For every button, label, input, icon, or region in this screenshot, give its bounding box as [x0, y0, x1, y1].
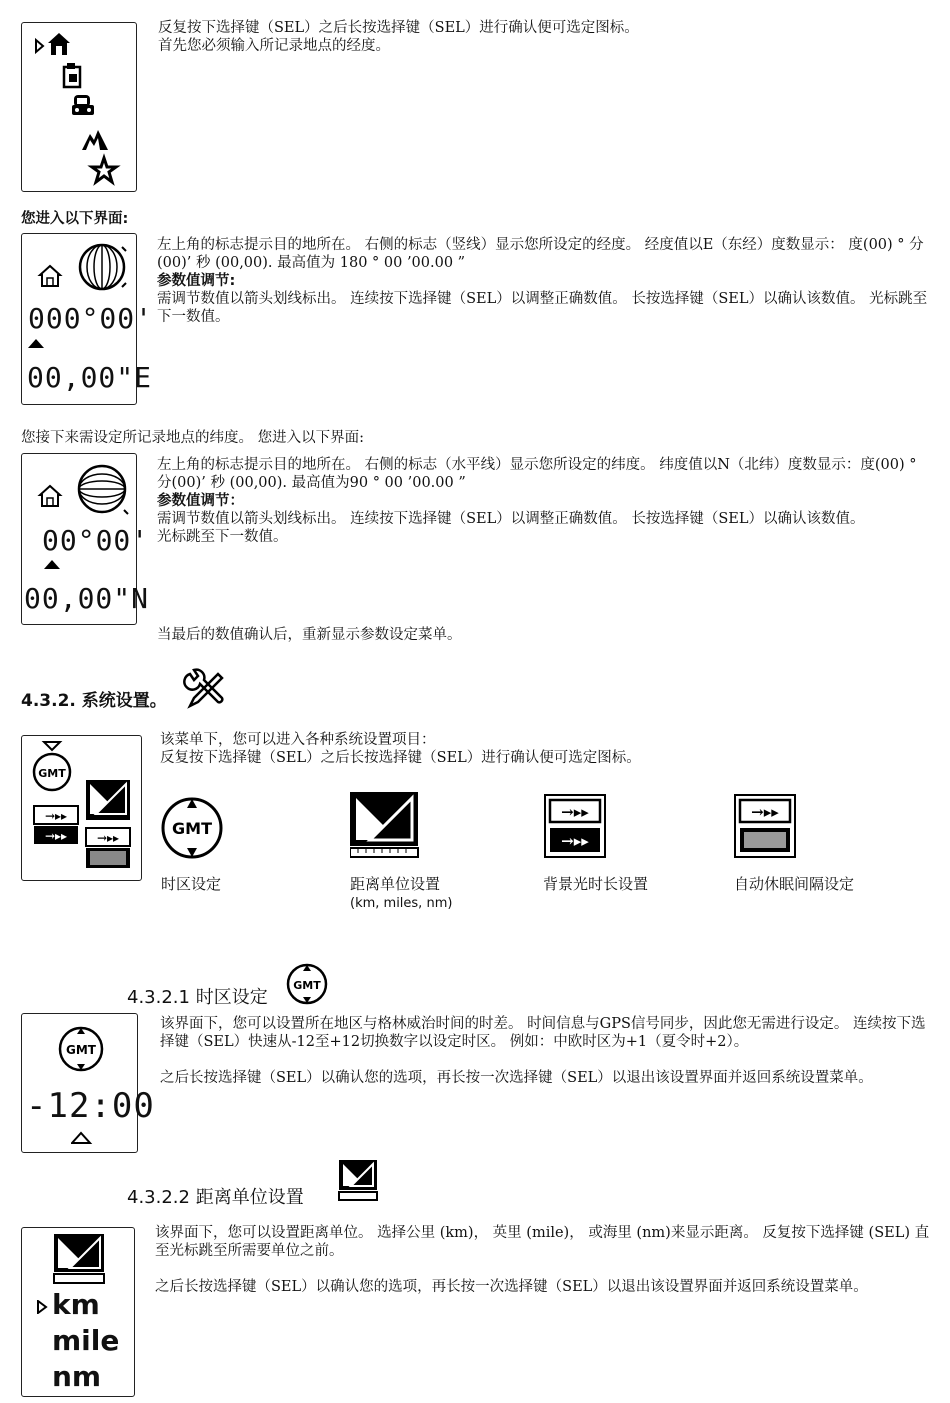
backlight-icon: [544, 794, 606, 858]
gmt-icon: [285, 962, 329, 1006]
gmt-text: GMT: [66, 1043, 96, 1057]
svg-text:→▸▸: →▸▸: [96, 831, 120, 845]
latitude-text: [157, 456, 929, 546]
icon-select-line1: 反复按下选择键（SEL）之后长按选择键（SEL）进行确认便可选定图标。: [158, 20, 639, 36]
icon-select-line2: 首先您必须输入所记录地点的经度。: [158, 38, 390, 54]
globe-parallel-icon: [79, 466, 128, 514]
latitude-intro: 您接下来需设定所记录地点的纬度。 您进入以下界面:: [21, 430, 364, 446]
timezone-desc: 该界面下，您可以设置所在地区与格林威治时间的时差。 时间信息与GPS信号同步，因此您无需进行设定。 连续按下选择键（SEL）快速从-12至+12切换数字以设定时区。 例如：中欧时区为+1（夏令时+2）。: [160, 1016, 926, 1050]
latitude-param-title: 参数值调节：: [157, 493, 244, 509]
longitude-icons: [22, 234, 138, 294]
latitude-cursor-text: 光标跳至下一数值。: [157, 529, 288, 545]
mountain-icon: [82, 130, 108, 150]
longitude-param-text: 需调节数值以箭头划线标出。 连续按下选择键（SEL）以调整正确数值。 长按选择键（SEL）以确认该数值。 光标跳至下一数值。: [157, 291, 928, 325]
system-settings-heading: 4.3.2. 系统设置。: [21, 691, 167, 711]
star-icon: [92, 158, 116, 182]
timezone-text: [160, 1015, 930, 1087]
distance-confirm: 之后长按选择键（SEL）以确认您的选项，再长按一次选择键（SEL）以退出该设置界面并返回系统设置菜单。: [155, 1279, 868, 1295]
distance-text: [155, 1224, 930, 1296]
distance-unit-icon: [337, 1160, 381, 1202]
home-icon: [48, 33, 70, 55]
gmt-icon: [56, 1024, 106, 1074]
backlight-icon: [34, 806, 78, 844]
longitude-sec-display: 00,00"E: [27, 361, 153, 394]
icon-list-lcd: [21, 22, 137, 192]
cursor-arrow-icon: [44, 559, 64, 571]
system-menu-icons: [22, 736, 143, 882]
home-icon: [40, 266, 60, 286]
sleep-interval-icon: [734, 794, 796, 858]
distance-heading: 4.3.2.2 距离单位设置: [127, 1187, 304, 1208]
distance-unit-label: 距离单位设置: [350, 875, 441, 893]
building-icon: [64, 63, 80, 87]
latitude-deg-display: 00°00': [42, 524, 150, 557]
timezone-heading: 4.3.2.1 时区设定: [127, 987, 268, 1008]
home-icon: [40, 486, 60, 506]
system-intro-line1: 该菜单下，您可以进入各种系统设置项目：: [160, 732, 436, 748]
enter-screen-label: 您进入以下界面:: [21, 211, 129, 227]
cursor-arrow-icon: [36, 1300, 48, 1314]
timezone-label: 时区设定: [161, 875, 222, 893]
latitude-icons: [22, 454, 138, 518]
svg-text:→▸▸: →▸▸: [561, 803, 589, 821]
longitude-param-title: 参数值调节:: [157, 273, 236, 289]
distance-unit-icon: [350, 792, 420, 858]
car-icon: [72, 95, 94, 115]
unit-km: km: [52, 1288, 100, 1321]
system-intro-text: [160, 731, 940, 767]
svg-text:→▸▸: →▸▸: [44, 809, 68, 823]
timezone-lcd: [21, 1013, 155, 1153]
svg-text:→▸▸: →▸▸: [561, 832, 589, 850]
svg-text:→▸▸: →▸▸: [751, 803, 779, 821]
svg-text:GMT: GMT: [38, 767, 66, 780]
sleep-icon: [86, 828, 130, 868]
system-menu-lcd: [21, 735, 142, 881]
cursor-arrow-icon: [28, 338, 48, 350]
sleep-label: 自动休眠间隔设定: [734, 875, 855, 893]
distance-lcd: [21, 1227, 135, 1397]
icon-select-text: [158, 19, 938, 55]
distance-unit-sub: (km, miles, nm): [350, 896, 453, 911]
unit-nm: nm: [52, 1360, 102, 1393]
backlight-label: 背景光时长设置: [543, 875, 649, 893]
longitude-deg-display: 000°00': [28, 302, 154, 335]
latitude-desc: 左上角的标志提示目的地所在。 右侧的标志（水平线）显示您所设定的纬度。 纬度值以N（北纬）度数显示：度(00) ° 分(00)’ 秒 (00,00). 最高值为90 ° 00 ’00.00 ”: [157, 457, 917, 491]
svg-text:→▸▸: →▸▸: [44, 829, 68, 843]
latitude-sec-display: 00,00"N: [24, 582, 150, 615]
globe-meridian-icon: [80, 245, 126, 289]
distance-unit-icon: [86, 780, 130, 820]
destination-icons: [22, 23, 138, 193]
cursor-arrow-icon: [71, 1131, 93, 1145]
distance-unit-icon: [52, 1234, 106, 1286]
tools-icon: [182, 668, 228, 710]
latitude-after-text: 当最后的数值确认后，重新显示参数设定菜单。: [157, 627, 462, 643]
latitude-param-text: 需调节数值以箭头划线标出。 连续按下选择键（SEL）以调整正确数值。 长按选择键（SEL）以确认该数值。: [157, 511, 865, 527]
system-intro-line2: 反复按下选择键（SEL）之后长按选择键（SEL）进行确认便可选定图标。: [160, 750, 641, 766]
unit-mile: mile: [52, 1324, 120, 1357]
longitude-lcd: [21, 233, 154, 405]
longitude-desc: 左上角的标志提示目的地所在。 右侧的标志（竖线）显示您所设定的经度。 经度值以E（东经）度数显示： 度(00) ° 分(00)’ 秒 (00,00). 最高值为 180 ° 00 ’00.00 ”: [157, 237, 924, 271]
timezone-display: -12:00: [26, 1086, 155, 1126]
gmt-icon: [160, 796, 224, 860]
distance-desc: 该界面下，您可以设置距离单位。 选择公里 (km)， 英里 (mile)， 或海里 (nm)来显示距离。 反复按下选择键 (SEL) 直至光标跳至所需要单位之前。: [155, 1225, 930, 1259]
gmt-icon: [34, 754, 70, 790]
latitude-lcd: [21, 453, 150, 625]
longitude-text: [157, 236, 929, 326]
svg-text:GMT: GMT: [172, 819, 212, 838]
timezone-confirm: 之后长按选择键（SEL）以确认您的选项，再长按一次选择键（SEL）以退出该设置界面并返回系统设置菜单。: [160, 1070, 873, 1086]
svg-text:GMT: GMT: [293, 979, 321, 992]
